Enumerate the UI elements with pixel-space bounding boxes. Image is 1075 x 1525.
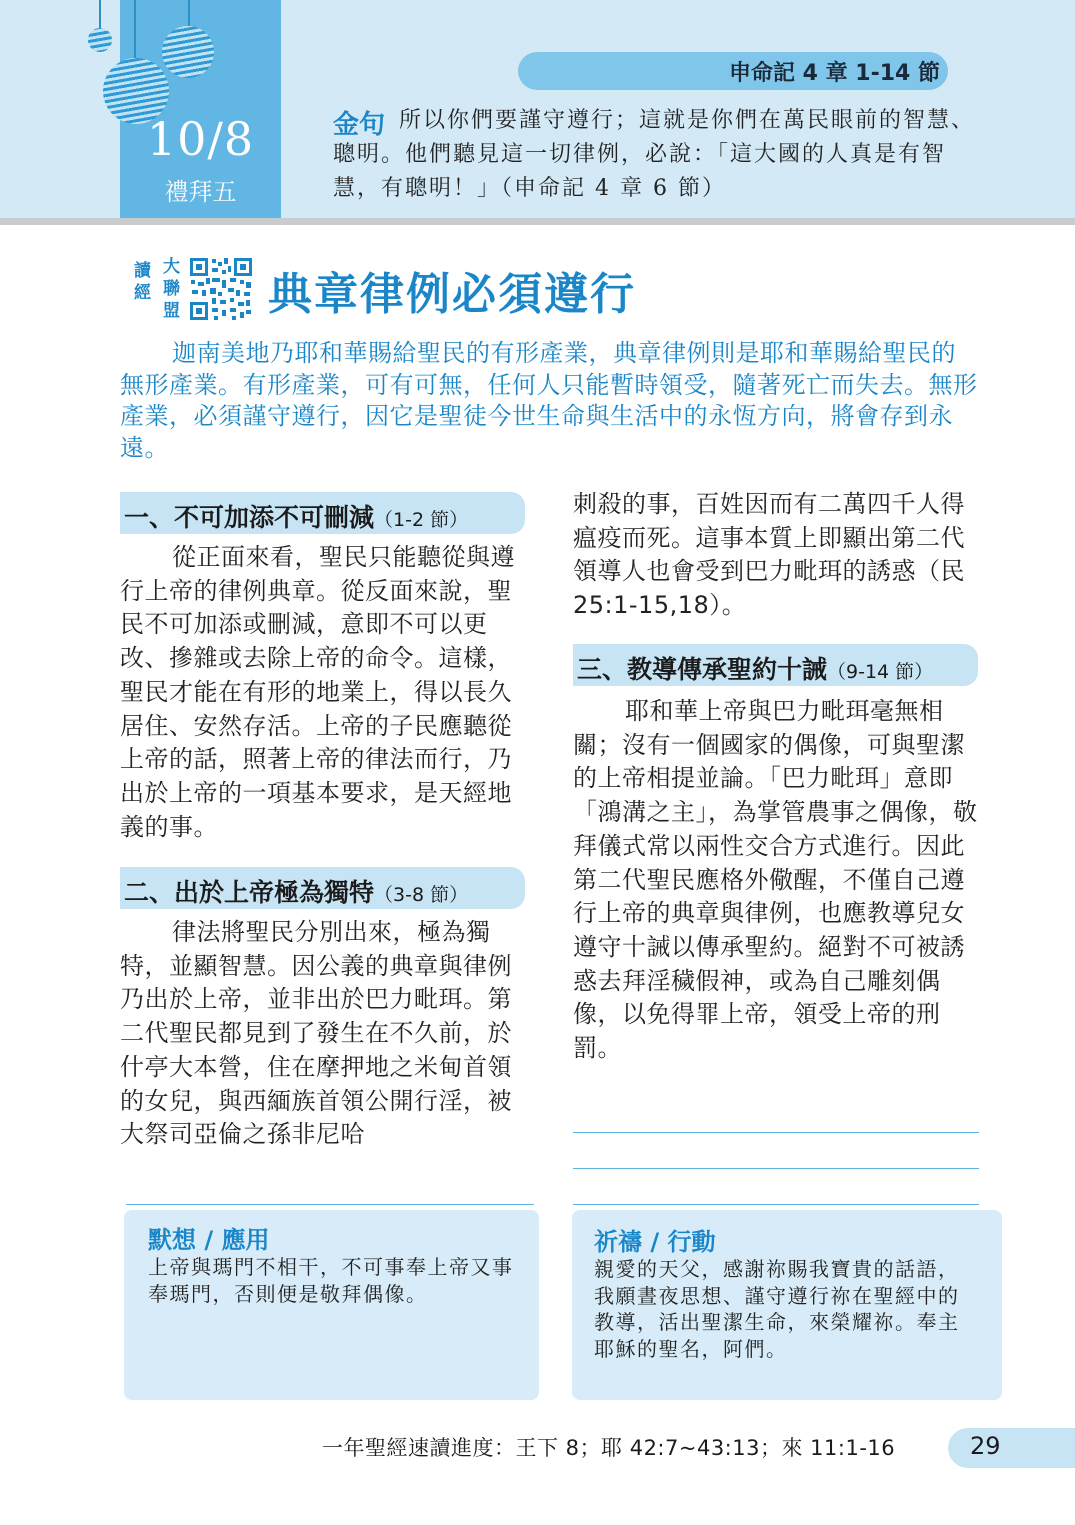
- section-heading: [124, 873, 468, 909]
- meditation-title: 默想 / 應用: [148, 1226, 270, 1254]
- date-label: 10/8: [146, 112, 255, 166]
- section-heading: [124, 498, 468, 534]
- scripture-ref: 申命記 4 章 1-14 節: [729, 61, 940, 86]
- tag-league: 大聯盟: [163, 257, 180, 321]
- note-line: [126, 1204, 534, 1205]
- verse-label: 金句: [333, 110, 386, 140]
- prayer-title: 祈禱 / 行動: [594, 1228, 716, 1256]
- section-heading: [577, 650, 933, 686]
- section-body: 耶和華上帝與巴力毗珥毫無相關；沒有一個國家的偶像，可與聖潔的上帝相提並論。「巴力毗珥」意即「鴻溝之主」，為掌管農事之偶像，敬拜儀式常以兩性交合方式進行。因此第二代聖民應格外儆醒，不僅自己遵行上帝的典章與律例，也應教導兒女遵守十誡以傳承聖約。絕對不可被誘惑去拜淫穢假神，或為自己雕刻偶像，以免得罪上帝，領受上帝的刑罰。: [573, 697, 978, 1063]
- section-body: 律法將聖民分別出來，極為獨特，並顯智慧。因公義的典章與律例乃出於上帝，並非出於巴力毗珥。第二代聖民都見到了發生在不久前，於什亭大本營，住在摩押地之米甸首領的女兒，與西緬族首領公開行淫，被大祭司亞倫之孫非尼哈: [120, 918, 512, 1149]
- prayer-text: 親愛的天父，感謝祢賜我寶貴的話語，我願晝夜思想、謹守遵行祢在聖經中的教導，活出聖潔生命，來榮耀祢。奉主耶穌的聖名，阿們。: [594, 1257, 960, 1361]
- page-title: 典章律例必須遵行: [268, 269, 636, 320]
- tag-reading: 讀經: [134, 261, 151, 303]
- page-number-pill: [948, 1428, 1075, 1468]
- note-line: [573, 1168, 979, 1169]
- note-line: [573, 1204, 979, 1205]
- reading-plan: 一年聖經速讀進度：王下 8；耶 42:7~43:13；來 11:1-16: [322, 1436, 896, 1460]
- section-verses: （1-2 節）: [374, 509, 469, 531]
- key-verse: 所以你們要謹守遵行；這就是你們在萬民眼前的智慧、聰明。他們聽見這一切律例，必說：「這大國的人真是有智慧，有聰明！」（申命記 4 章 6 節）: [333, 108, 976, 201]
- section-heading-text: 三、教導傳承聖約十誡: [577, 655, 828, 684]
- section-verses: （9-14 節）: [827, 661, 934, 683]
- header-divider: [0, 218, 1075, 225]
- section-heading-text: 一、不可加添不可刪減: [124, 503, 375, 532]
- section-heading-text: 二、出於上帝極為獨特: [124, 878, 375, 907]
- page-number: 29: [970, 1432, 1001, 1460]
- qr-code-icon: [188, 256, 254, 322]
- meditation-text: 上帝與瑪門不相干，不可事奉上帝又事奉瑪門，否則便是敬拜偶像。: [148, 1255, 514, 1306]
- weekday-label: 禮拜五: [164, 178, 237, 206]
- note-line: [573, 1132, 979, 1133]
- section-body-continued: 刺殺的事，百姓因而有二萬四千人得瘟疫而死。這事本質上即顯出第二代領導人也會受到巴力毗珥的誘惑（民 25:1-15,18）。: [573, 490, 965, 620]
- intro-paragraph: 迦南美地乃耶和華賜給聖民的有形產業，典章律例則是耶和華賜給聖民的無形產業。有形產業，可有可無，任何人只能暫時領受，隨著死亡而失去。無形產業，必須謹守遵行，因它是聖徒今世生命與生活中的永恆方向，將會存到永遠。: [120, 339, 978, 462]
- section-verses: （3-8 節）: [374, 884, 469, 906]
- section-body: 從正面來看，聖民只能聽從與遵行上帝的律例典章。從反面來說，聖民不可加添或刪減，意即不可以更改、摻雜或去除上帝的命令。這樣，聖民才能在有形的地業上，得以長久居住、安然存活。上帝的子民應聽從上帝的話，照著上帝的律法而行，乃出於上帝的一項基本要求，是天經地義的事。: [120, 543, 515, 841]
